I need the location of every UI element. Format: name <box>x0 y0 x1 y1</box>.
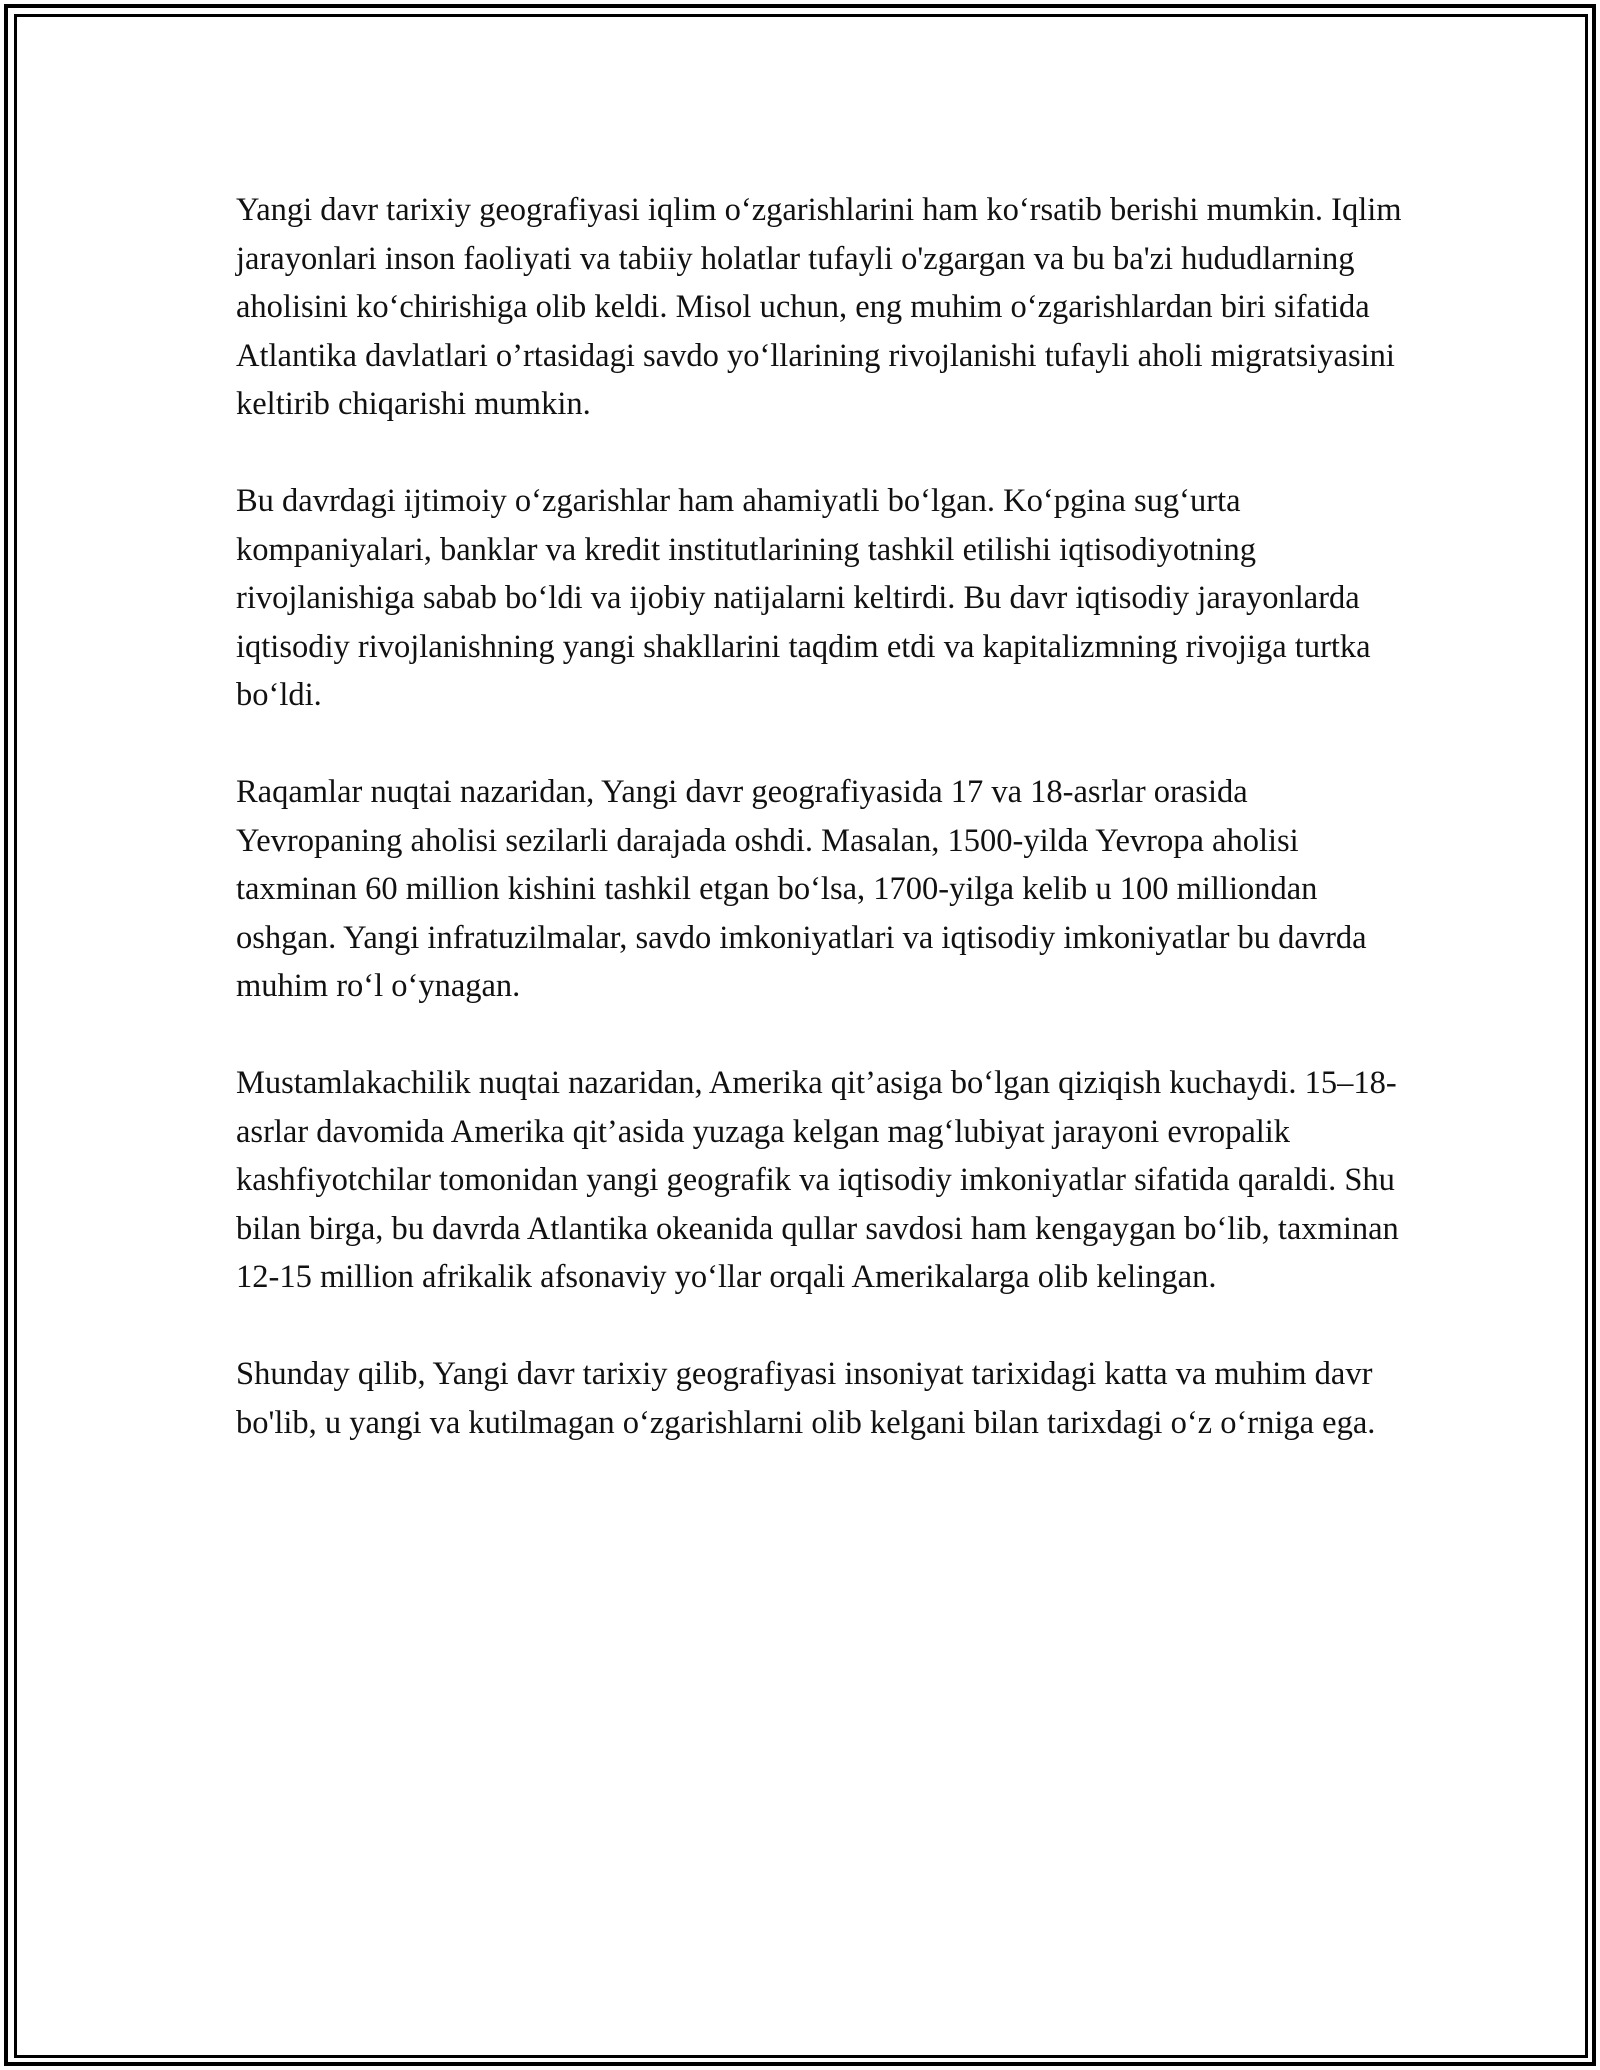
paragraph-climate-change: Yangi davr tarixiy geografiyasi iqlim o‘zgarishlarini ham ko‘rsatib berishi mumkin. Iqlim jarayonlari inson faoliyati va tabiiy holatlar tufayli o'zgargan va bu ba'zi hududlarning aholisini ko‘chirishiga olib keldi. Misol uchun, eng muhim o‘zgarishlardan biri sifatida Atlantika davlatlari o’rtasidagi savdo yo‘llarining rivojlanishi tufayli aholi migratsiyasini keltirib chiqarishi mumkin. <box>236 192 1402 422</box>
paragraph-colonialism: Mustamlakachilik nuqtai nazaridan, Amerika qit’asiga bo‘lgan qiziqish kuchaydi. 15–18-asrlar davomida Amerika qit’asida yuzaga kelgan mag‘lubiyat jarayoni evropalik kashfiyotchilar tomonidan yangi geografik va iqtisodiy imkoniyatlar sifatida qaraldi. Shu bilan birga, bu davrda Atlantika okeanida qullar savdosi ham kengaygan bo‘lib, taxminan 12-15 million afrikalik afsonaviy yo‘llar orqali Amerikalarga olib kelingan. <box>236 1065 1399 1295</box>
paragraph-social-changes: Bu davrdagi ijtimoiy o‘zgarishlar ham ahamiyatli bo‘lgan. Ko‘pgina sug‘urta kompaniyalari, banklar va kredit institutlarining tashkil etilishi iqtisodiyotning rivojlanishiga sabab bo‘ldi va ijobiy natijalarni keltirdi. Bu davr iqtisodiy jarayonlarda iqtisodiy rivojlanishning yangi shakllarini taqdim etdi va kapitalizmning rivojiga turtka bo‘ldi. <box>236 483 1371 713</box>
paragraph-conclusion: Shunday qilib, Yangi davr tarixiy geografiyasi insoniyat tarixidagi katta va muhim davr bo'lib, u yangi va kutilmagan o‘zgarishlarni olib kelgani bilan tarixdagi o‘z o‘rniga ega. <box>236 1356 1376 1441</box>
paragraph-population-figures: Raqamlar nuqtai nazaridan, Yangi davr geografiyasida 17 va 18-asrlar orasida Yevropaning aholisi sezilarli darajada oshdi. Masalan, 1500-yilda Yevropa aholisi taxminan 60 million kishini tashkil etgan bo‘lsa, 1700-yilga kelib u 100 milliondan oshgan. Yangi infratuzilmalar, savdo imkoniyatlari va iqtisodiy imkoniyatlar bu davrda muhim ro‘l o‘ynagan. <box>236 774 1367 1004</box>
document-body <box>236 186 1406 1496</box>
